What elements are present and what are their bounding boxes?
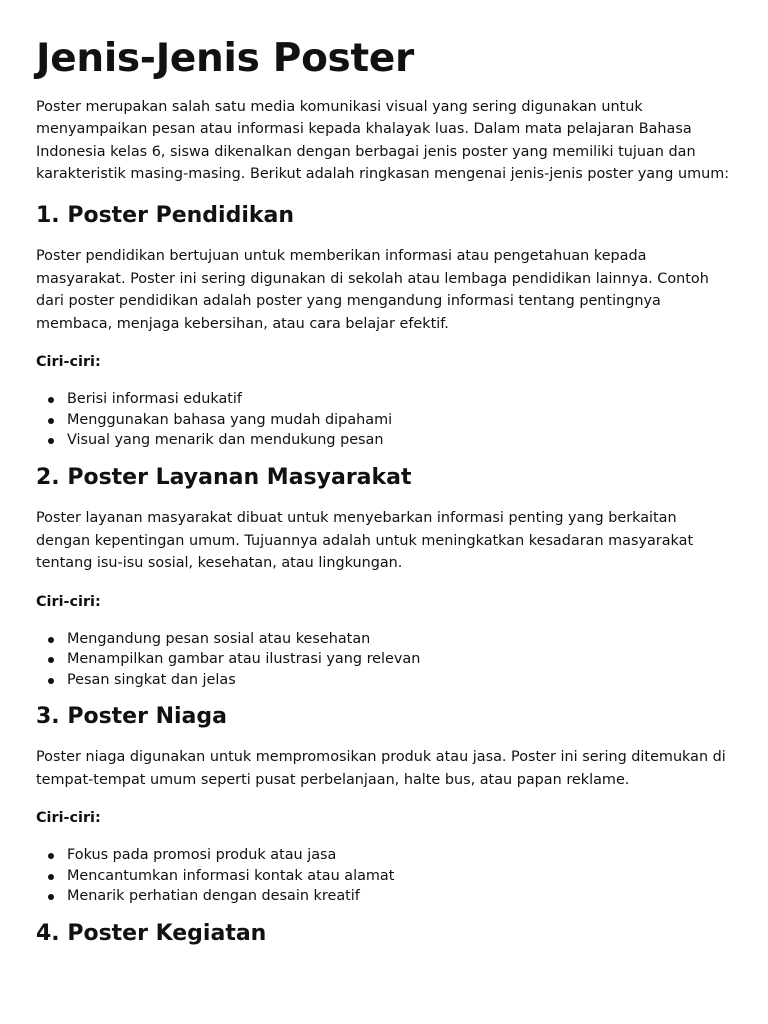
list-item: Berisi informasi edukatif: [36, 389, 734, 410]
list-item: Fokus pada promosi produk atau jasa: [36, 845, 734, 866]
section-heading: 1. Poster Pendidikan: [36, 202, 295, 228]
ciri-label: Ciri-ciri:: [36, 810, 101, 827]
ciri-label: Ciri-ciri:: [36, 593, 101, 610]
section-heading: 3. Poster Niaga: [36, 704, 227, 730]
list-item: Mengandung pesan sosial atau kesehatan: [36, 629, 734, 650]
section-poster-layanan-masyarakat: [36, 465, 734, 690]
list-item: Menggunakan bahasa yang mudah dipahami: [36, 410, 734, 431]
intro-paragraph: Poster merupakan salah satu media komunikasi visual yang sering digunakan untuk menyampaikan pesan atau informasi kepada khalayak luas. Dalam mata pelajaran Bahasa Indonesia kelas 6, siswa dikenalkan dengan berbagai jenis poster yang memiliki tujuan dan karakteristik masing-masing. Berikut adalah ringkasan mengenai jenis-jenis poster yang umum:: [36, 98, 730, 183]
section-heading: 4. Poster Kegiatan: [36, 920, 267, 946]
ciri-list: [36, 845, 734, 907]
section-poster-niaga: [36, 704, 734, 907]
page-title: Jenis-Jenis Poster: [36, 36, 414, 81]
ciri-label: Ciri-ciri:: [36, 354, 101, 371]
section-description: Poster layanan masyarakat dibuat untuk menyebarkan informasi penting yang berkaitan dengan kepentingan umum. Tujuannya adalah untuk meningkatkan kesadaran masyarakat tentang isu-isu sosial, kesehatan, atau lingkungan.: [36, 510, 694, 572]
section-heading: 2. Poster Layanan Masyarakat: [36, 464, 412, 490]
section-poster-pendidikan: [36, 203, 734, 451]
section-poster-kegiatan: [36, 921, 734, 947]
list-item: Mencantumkan informasi kontak atau alamat: [36, 866, 734, 887]
list-item: Menarik perhatian dengan desain kreatif: [36, 886, 734, 907]
list-item: Visual yang menarik dan mendukung pesan: [36, 430, 734, 451]
section-description: Poster niaga digunakan untuk mempromosikan produk atau jasa. Poster ini sering ditemukan di tempat-tempat umum seperti pusat perbelanjaan, halte bus, atau papan reklame.: [36, 749, 726, 788]
ciri-list: [36, 629, 734, 691]
list-item: Pesan singkat dan jelas: [36, 670, 734, 691]
ciri-list: [36, 389, 734, 451]
list-item: Menampilkan gambar atau ilustrasi yang relevan: [36, 649, 734, 670]
section-description: Poster pendidikan bertujuan untuk memberikan informasi atau pengetahuan kepada masyarakat. Poster ini sering digunakan di sekolah atau lembaga pendidikan lainnya. Contoh dari poster pendidikan adalah poster yang mengandung informasi tentang pentingnya membaca, menjaga kebersihan, atau cara belajar efektif.: [36, 248, 709, 332]
